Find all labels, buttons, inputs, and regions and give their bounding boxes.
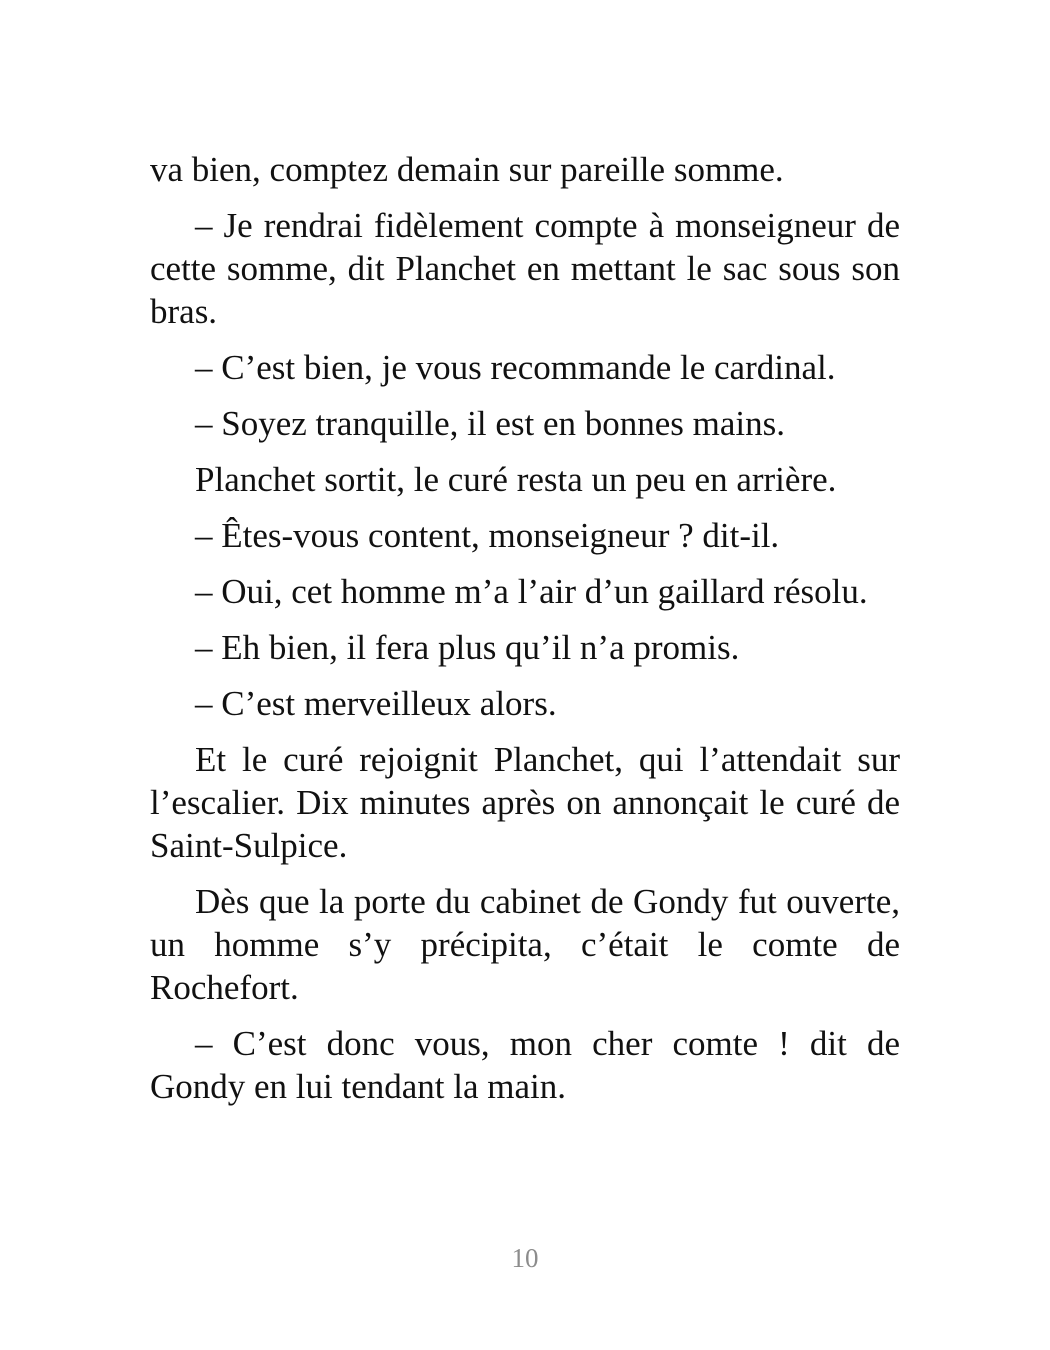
paragraph: Dès que la porte du cabinet de Gondy fut ouverte, un homme s’y précipita, c’était le comte de Rochefort. <box>150 882 900 1007</box>
paragraph-continuation: va bien, comptez demain sur pareille somme. <box>150 150 784 189</box>
paragraph: – C’est merveilleux alors. <box>195 684 557 723</box>
paragraph: Planchet sortit, le curé resta un peu en arrière. <box>195 460 837 499</box>
body-text <box>150 148 900 1121</box>
paragraph: – C’est bien, je vous recommande le cardinal. <box>195 348 836 387</box>
paragraph: – Soyez tranquille, il est en bonnes mains. <box>195 404 786 443</box>
page-number: 10 <box>511 1243 539 1273</box>
paragraph: Et le curé rejoignit Planchet, qui l’attendait sur l’escalier. Dix minutes après on annonçait le curé de Saint-Sulpice. <box>150 740 900 865</box>
paragraph: – Oui, cet homme m’a l’air d’un gaillard résolu. <box>195 572 868 611</box>
paragraph: – Eh bien, il fera plus qu’il n’a promis. <box>195 628 740 667</box>
paragraph: – Je rendrai fidèlement compte à monseigneur de cette somme, dit Planchet en mettant le sac sous son bras. <box>150 206 900 331</box>
paragraph: – C’est donc vous, mon cher comte ! dit de Gondy en lui tendant la main. <box>150 1024 900 1106</box>
paragraph: – Êtes-vous content, monseigneur ? dit-il. <box>195 516 780 555</box>
